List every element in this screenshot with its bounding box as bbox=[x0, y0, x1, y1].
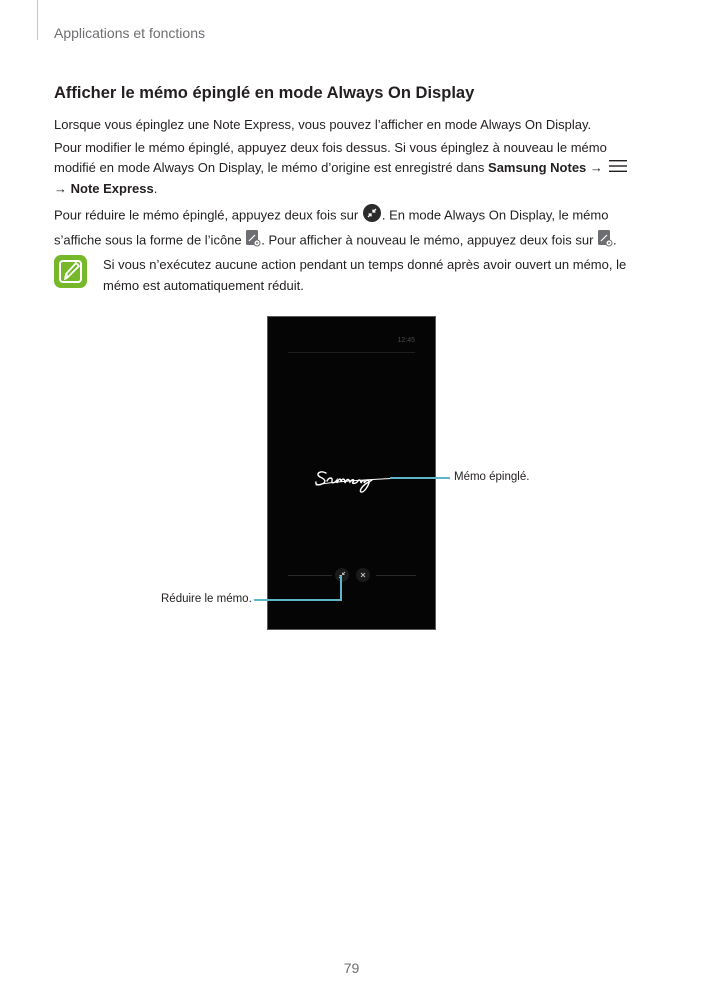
close-memo-button[interactable] bbox=[356, 568, 370, 582]
paragraph-2-line-1: Pour modifier le mémo épinglé, appuyez deux fois dessus. Si vous épinglez à nouveau le mémo bbox=[54, 140, 607, 155]
screen-divider-top bbox=[288, 352, 415, 353]
callout-line-reduce-horizontal bbox=[254, 599, 342, 601]
arrow-2: → bbox=[54, 180, 71, 196]
minimize-memo-icon bbox=[362, 203, 382, 229]
paragraph-3 bbox=[54, 203, 617, 253]
note-line-1: Si vous n’exécutez aucune action pendant un temps donné après avoir ouvert un mémo, le bbox=[103, 257, 627, 272]
section-title: Afficher le mémo épinglé en mode Always On Display bbox=[54, 84, 475, 102]
note-text bbox=[103, 254, 626, 296]
page-number: 79 bbox=[343, 960, 360, 976]
always-on-display-screenshot bbox=[267, 316, 436, 630]
paragraph-1-text: Lorsque vous épinglez une Note Express, vous pouvez l’afficher en mode Always On Display. bbox=[54, 117, 592, 132]
running-header: Applications et fonctions bbox=[54, 25, 205, 41]
arrow-1: → bbox=[586, 160, 607, 175]
menu-icon bbox=[607, 159, 629, 179]
paragraph-2-line-2: modifié en mode Always On Display, le mémo d’origine est enregistré dans bbox=[54, 160, 489, 175]
screen-time: 12:45 bbox=[397, 337, 415, 344]
samsung-notes-label: Samsung Notes bbox=[488, 160, 587, 175]
close-icon bbox=[356, 568, 370, 582]
paragraph-1 bbox=[54, 115, 591, 135]
callout-reduce-memo: Réduire le mémo. bbox=[161, 593, 252, 605]
paragraph-2-end: . bbox=[153, 180, 158, 196]
note-pencil-icon bbox=[54, 255, 87, 288]
paragraph-3-line-1-start: Pour réduire le mémo épinglé, appuyez deux fois sur bbox=[54, 207, 362, 223]
callout-line-pinned bbox=[390, 477, 450, 479]
reduce-icon bbox=[335, 568, 349, 582]
memo-reduced-icon bbox=[245, 229, 261, 253]
memo-reduced-icon-2 bbox=[597, 229, 613, 253]
paragraph-3-line-2-mid: . Pour afficher à nouveau le mémo, appuyez deux fois sur bbox=[261, 232, 598, 248]
signature-drawing bbox=[312, 462, 404, 496]
callout-line-reduce-vertical bbox=[340, 576, 342, 600]
paragraph-3-end: . bbox=[613, 232, 617, 248]
note-express-label: Note Express bbox=[70, 180, 154, 196]
reduce-memo-button[interactable] bbox=[335, 568, 349, 582]
paragraph-3-line-2-start: s’affiche sous la forme de l’icône bbox=[54, 232, 246, 248]
bottom-divider-left bbox=[288, 575, 332, 576]
paragraph-2 bbox=[54, 138, 629, 199]
callout-pinned-memo: Mémo épinglé. bbox=[454, 471, 530, 483]
page-corner-line bbox=[37, 0, 38, 40]
note-line-2: mémo est automatiquement réduit. bbox=[103, 278, 304, 293]
pinned-memo-signature[interactable] bbox=[312, 462, 404, 496]
bottom-divider-right bbox=[376, 575, 416, 576]
paragraph-3-line-1-end: . En mode Always On Display, le mémo bbox=[381, 207, 609, 223]
